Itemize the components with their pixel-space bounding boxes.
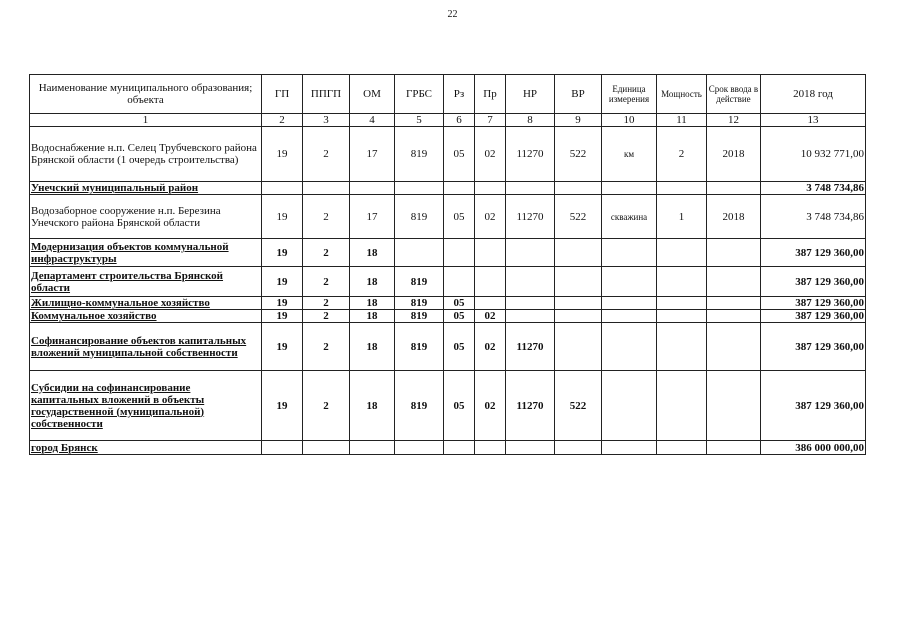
table-row <box>30 441 866 455</box>
table-row <box>30 239 866 267</box>
table-cell: 819 <box>395 267 444 297</box>
table-cell: 819 <box>395 127 444 182</box>
table-cell: 18 <box>350 267 395 297</box>
table-cell: 18 <box>350 323 395 371</box>
table-body <box>30 75 866 455</box>
column-number: 13 <box>761 114 866 127</box>
table-cell <box>657 182 707 195</box>
header-cell: 2018 год <box>761 75 866 114</box>
table-cell <box>506 441 555 455</box>
table-cell <box>475 297 506 310</box>
table-cell <box>444 239 475 267</box>
column-number: 11 <box>657 114 707 127</box>
object-name-cell: город Брянск <box>30 441 262 455</box>
table-cell <box>657 441 707 455</box>
amount-cell: 387 129 360,00 <box>761 239 866 267</box>
table-cell <box>475 239 506 267</box>
object-name-cell: Департамент строительства Брянской области <box>30 267 262 297</box>
header-cell: Единица измерения <box>602 75 657 114</box>
column-number: 8 <box>506 114 555 127</box>
table-cell: 11270 <box>506 371 555 441</box>
table-cell <box>555 239 602 267</box>
header-cell: ГП <box>262 75 303 114</box>
object-name-cell: Унечский муниципальный район <box>30 182 262 195</box>
header-cell: Мощность <box>657 75 707 114</box>
object-name-cell: Софинансирование объектов капитальных вложений муниципальной собственности <box>30 323 262 371</box>
table-cell <box>657 323 707 371</box>
table-cell: 2 <box>303 371 350 441</box>
table-cell: 11270 <box>506 323 555 371</box>
table-cell: 05 <box>444 297 475 310</box>
table-cell <box>555 182 602 195</box>
table-cell: 819 <box>395 297 444 310</box>
page-number: 22 <box>447 9 458 20</box>
table-cell <box>395 182 444 195</box>
table-cell: 2 <box>303 310 350 323</box>
column-number: 4 <box>350 114 395 127</box>
table-cell <box>707 310 761 323</box>
table-row <box>30 297 866 310</box>
table-row <box>30 127 866 182</box>
table-cell <box>657 310 707 323</box>
table-cell: 2018 <box>707 195 761 239</box>
table-cell: 2 <box>303 195 350 239</box>
column-number: 9 <box>555 114 602 127</box>
amount-cell: 387 129 360,00 <box>761 323 866 371</box>
table-cell: 1 <box>657 195 707 239</box>
table-cell: 02 <box>475 127 506 182</box>
column-number: 6 <box>444 114 475 127</box>
table-cell: 819 <box>395 310 444 323</box>
unit-cell: км <box>602 127 657 182</box>
unit-cell <box>602 182 657 195</box>
table-cell: 522 <box>555 195 602 239</box>
column-number-row <box>30 114 866 127</box>
table-cell <box>707 371 761 441</box>
unit-cell <box>602 310 657 323</box>
header-cell: Рз <box>444 75 475 114</box>
table-cell: 05 <box>444 323 475 371</box>
table-cell <box>707 239 761 267</box>
table-cell <box>657 239 707 267</box>
table-row <box>30 371 866 441</box>
object-name-cell: Жилищно-коммунальное хозяйство <box>30 297 262 310</box>
table-cell: 2 <box>303 297 350 310</box>
table-cell: 19 <box>262 195 303 239</box>
table-cell <box>395 441 444 455</box>
table-cell: 2 <box>303 127 350 182</box>
column-number: 12 <box>707 114 761 127</box>
table-cell <box>657 371 707 441</box>
table-cell: 18 <box>350 297 395 310</box>
table-cell: 18 <box>350 310 395 323</box>
table-cell <box>395 239 444 267</box>
header-cell: ГРБС <box>395 75 444 114</box>
unit-cell <box>602 267 657 297</box>
table-cell: 819 <box>395 323 444 371</box>
table-cell <box>707 441 761 455</box>
unit-cell <box>602 239 657 267</box>
amount-cell: 10 932 771,00 <box>761 127 866 182</box>
table-cell <box>707 323 761 371</box>
table-cell: 02 <box>475 323 506 371</box>
table-row <box>30 195 866 239</box>
table-cell: 2 <box>303 323 350 371</box>
table-cell <box>506 182 555 195</box>
table-row <box>30 323 866 371</box>
table-cell <box>506 297 555 310</box>
header-cell: ВР <box>555 75 602 114</box>
table-cell: 522 <box>555 127 602 182</box>
unit-cell: скважина <box>602 195 657 239</box>
table-cell: 17 <box>350 195 395 239</box>
column-number: 1 <box>30 114 262 127</box>
amount-cell: 387 129 360,00 <box>761 371 866 441</box>
table-cell <box>506 239 555 267</box>
table-cell: 05 <box>444 195 475 239</box>
table-cell <box>555 297 602 310</box>
unit-cell <box>602 441 657 455</box>
column-number: 7 <box>475 114 506 127</box>
unit-cell <box>602 297 657 310</box>
table-cell: 19 <box>262 371 303 441</box>
table-cell: 19 <box>262 323 303 371</box>
amount-cell: 387 129 360,00 <box>761 297 866 310</box>
table-cell: 19 <box>262 239 303 267</box>
header-cell: Срок ввода в действие <box>707 75 761 114</box>
table-cell <box>350 441 395 455</box>
header-cell: НР <box>506 75 555 114</box>
table-row <box>30 182 866 195</box>
header-cell: Наименование муниципального образования; объекта <box>30 75 262 114</box>
table-cell <box>262 441 303 455</box>
table-cell <box>657 267 707 297</box>
amount-cell: 387 129 360,00 <box>761 267 866 297</box>
table-cell <box>707 182 761 195</box>
table-cell: 05 <box>444 310 475 323</box>
table-cell: 05 <box>444 127 475 182</box>
table-cell: 19 <box>262 310 303 323</box>
column-number: 3 <box>303 114 350 127</box>
unit-cell <box>602 323 657 371</box>
header-cell: ППГП <box>303 75 350 114</box>
table-cell: 819 <box>395 195 444 239</box>
table-cell: 819 <box>395 371 444 441</box>
amount-cell: 3 748 734,86 <box>761 182 866 195</box>
table-cell: 02 <box>475 371 506 441</box>
header-row <box>30 75 866 114</box>
table-cell: 2 <box>657 127 707 182</box>
amount-cell: 386 000 000,00 <box>761 441 866 455</box>
table-row <box>30 310 866 323</box>
table-cell: 2 <box>303 239 350 267</box>
table-cell <box>262 182 303 195</box>
table-cell: 05 <box>444 371 475 441</box>
table-cell <box>444 182 475 195</box>
object-name-cell: Коммунальное хозяйство <box>30 310 262 323</box>
table-cell <box>444 267 475 297</box>
column-number: 10 <box>602 114 657 127</box>
table-cell <box>303 441 350 455</box>
column-number: 2 <box>262 114 303 127</box>
object-name-cell: Модернизация объектов коммунальной инфраструктуры <box>30 239 262 267</box>
header-cell: ОМ <box>350 75 395 114</box>
object-name-cell: Водоснабжение н.п. Селец Трубчевского района Брянской области (1 очередь строительства) <box>30 127 262 182</box>
table-cell: 02 <box>475 310 506 323</box>
table-cell: 2 <box>303 267 350 297</box>
table-cell: 11270 <box>506 195 555 239</box>
table-cell: 2018 <box>707 127 761 182</box>
table-cell <box>506 310 555 323</box>
table-row <box>30 267 866 297</box>
table-cell <box>555 267 602 297</box>
table-cell: 17 <box>350 127 395 182</box>
object-name-cell: Водозаборное сооружение н.п. Березина Унечского района Брянской области <box>30 195 262 239</box>
table-cell <box>475 182 506 195</box>
table-cell <box>444 441 475 455</box>
table-cell <box>707 267 761 297</box>
table-cell: 19 <box>262 267 303 297</box>
table-cell <box>555 310 602 323</box>
table-cell: 18 <box>350 371 395 441</box>
table-cell <box>657 297 707 310</box>
header-cell: Пр <box>475 75 506 114</box>
object-name-cell: Субсидии на софинансирование капитальных вложений в объекты государственной (муниципальной) собственности <box>30 371 262 441</box>
table-cell: 18 <box>350 239 395 267</box>
table-cell: 19 <box>262 297 303 310</box>
table-cell: 11270 <box>506 127 555 182</box>
table-cell <box>475 441 506 455</box>
table-cell <box>506 267 555 297</box>
table-cell <box>350 182 395 195</box>
unit-cell <box>602 371 657 441</box>
budget-table <box>29 74 866 455</box>
table-cell <box>303 182 350 195</box>
column-number: 5 <box>395 114 444 127</box>
table-cell <box>555 323 602 371</box>
table-cell <box>707 297 761 310</box>
table-cell: 19 <box>262 127 303 182</box>
table-cell: 02 <box>475 195 506 239</box>
table-cell <box>475 267 506 297</box>
amount-cell: 387 129 360,00 <box>761 310 866 323</box>
table-cell <box>555 441 602 455</box>
amount-cell: 3 748 734,86 <box>761 195 866 239</box>
table-cell: 522 <box>555 371 602 441</box>
